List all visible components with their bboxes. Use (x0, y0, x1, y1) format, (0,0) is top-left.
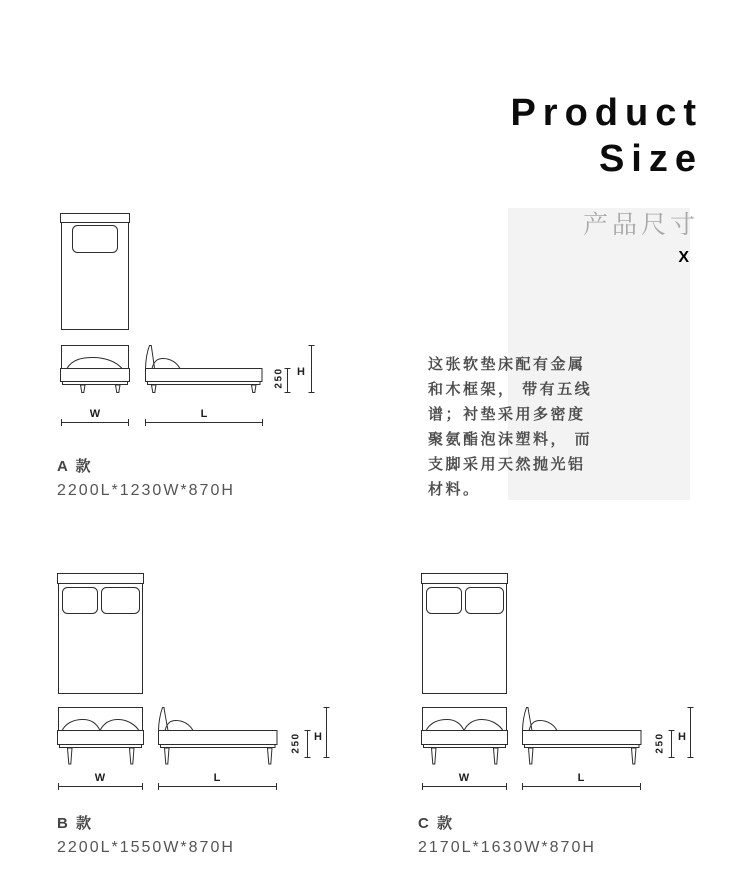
height-dim-label: H (314, 731, 322, 743)
page-title-line1: Product (510, 92, 703, 134)
model-label: C 款 (418, 815, 455, 832)
description-line: 和木框架， 带有五线 (428, 381, 593, 398)
bed-drawing-double (416, 568, 701, 796)
page-subtitle-cn: 产品尺寸 (582, 211, 699, 239)
model-label: A 款 (57, 458, 93, 475)
product-description (428, 352, 713, 502)
height-dim-label: H (297, 366, 305, 378)
page-title-line2: Size (598, 138, 703, 180)
leg-height-dim-label: 250 (654, 732, 666, 754)
description-line: 支脚采用天然抛光铝 (428, 456, 586, 473)
width-dim-label: W (94, 772, 106, 784)
model-b-section (52, 568, 352, 873)
length-dim-label: L (577, 772, 585, 784)
description-line: 聚氨酯泡沫塑料， 而 (428, 431, 593, 448)
page-title (510, 90, 703, 182)
model-size: 2200L*1550W*870H (57, 839, 235, 856)
x-mark: X (678, 249, 689, 266)
model-size: 2170L*1630W*870H (418, 839, 596, 856)
height-dim-label: H (678, 731, 686, 743)
description-line: 谱；衬垫采用多密度 (428, 406, 586, 423)
width-dim-label: W (458, 772, 470, 784)
bed-drawing-single (55, 205, 320, 430)
leg-height-dim-label: 250 (273, 367, 285, 389)
width-dim-label: W (89, 408, 101, 420)
leg-height-dim-label: 250 (290, 732, 302, 754)
model-c-section (416, 568, 716, 873)
model-size: 2200L*1230W*870H (57, 482, 235, 499)
model-label: B 款 (57, 815, 94, 832)
length-dim-label: L (200, 408, 208, 420)
description-line: 这张软垫床配有金属 (428, 356, 586, 373)
bed-drawing-double (52, 568, 337, 796)
model-a-section (55, 205, 335, 510)
length-dim-label: L (213, 772, 221, 784)
description-line: 材料。 (428, 481, 481, 498)
